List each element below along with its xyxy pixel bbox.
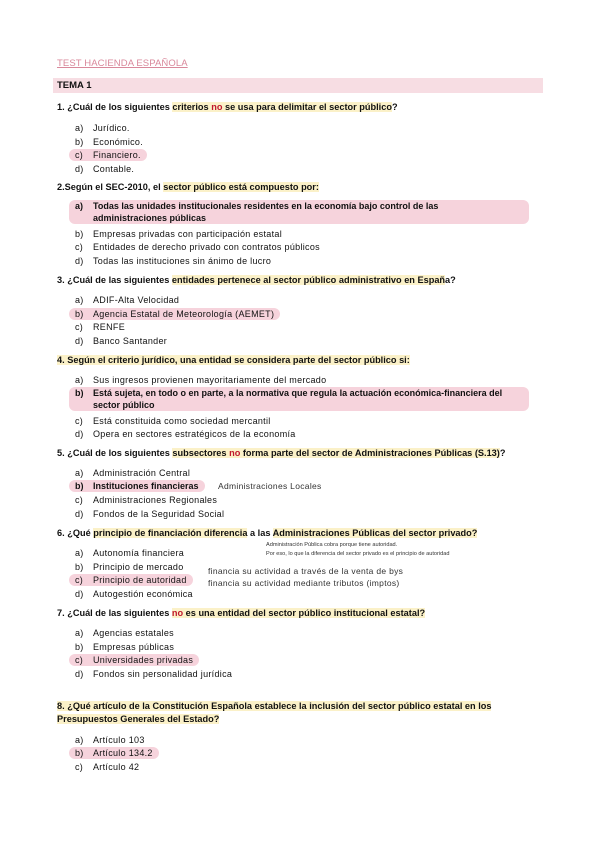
section-header [53,78,543,93]
negation-word: no [211,102,223,112]
option: a) Agencias estatales [75,628,174,638]
option: d) Fondos de la Seguridad Social [75,509,225,519]
option: a) Jurídico. [75,123,130,133]
highlighted-text: entidades pertenece al sector público administrativo en Españ [171,275,446,285]
option: d) Autogestión económica [75,589,193,599]
question-1: 1. ¿Cuál de los siguientes criterios no se usa para delimitar el sector público? [57,102,398,112]
option-selected: b) Está sujeta, en todo o en parte, a la normativa que regula la actuación económica-financiera del sector público [69,387,529,411]
highlighted-text: sector público está compuesto por: [163,182,319,192]
highlighted-text: criterios no se usa para delimitar el sector público [172,102,392,112]
option: a) Artículo 103 [75,735,145,745]
option-selected: c) Universidades privadas [69,654,199,666]
annotation-note: Por eso, lo que la diferencia del sector privado es el principio de autoridad [266,551,450,557]
option: c) Artículo 42 [75,762,140,772]
question-5: 5. ¿Cuál de los siguientes subsectores no forma parte del sector de Administraciones Públicas (S.13)? [57,448,506,458]
option-selected: b) Agencia Estatal de Meteorología (AEMET) [69,308,280,320]
document-title: TEST HACIENDA ESPAÑOLA [57,58,188,69]
option: b) Empresas privadas con participación estatal [75,229,282,239]
option: a) Autonomía financiera [75,548,185,558]
option: a) Sus ingresos provienen mayoritariamente del mercado [75,375,327,385]
option: c) Administraciones Regionales [75,495,218,505]
handwritten-note: financia su actividad mediante tributos (imptos) [208,578,400,588]
highlighted-text: 8. ¿Qué artículo de la Constitución Española establece la inclusión del sector público estatal en los [57,701,492,711]
question-text: 1. ¿Cuál de los siguientes [57,102,173,112]
highlighted-text: subsectores no forma parte del sector de Administraciones Públicas (S.13) [172,448,500,458]
handwritten-note: financia su actividad a través de la venta de bys [208,566,404,576]
negation-word: no [171,608,184,618]
option: d) Opera en sectores estratégicos de la economía [75,429,296,439]
option: a) ADIF-Alta Velocidad [75,295,180,305]
negation-word: no [229,448,241,458]
option: d) Todas las instituciones sin ánimo de lucro [75,256,272,266]
option: c) Está constituida como sociedad mercantil [75,416,271,426]
option: c) RENFE [75,322,126,332]
option-selected: c) Principio de autoridad [69,574,193,586]
question-8 [57,700,527,726]
section-label: TEMA 1 [57,80,92,91]
option: d) Fondos sin personalidad jurídica [75,669,233,679]
highlighted-text: 4. Según el criterio jurídico, una entidad se considera parte del sector público si: [57,355,410,365]
option: a) Administración Central [75,468,191,478]
question-4 [57,354,527,367]
option: d) Contable. [75,164,135,174]
highlighted-text: Administraciones Públicas del sector privado? [272,528,478,538]
highlighted-text: Presupuestos Generales del Estado? [57,714,220,724]
question-3: 3. ¿Cuál de las siguientes entidades pertenece al sector público administrativo en España? [57,275,456,285]
annotation-note: Administración Pública cobra porque tiene autoridad. [266,542,398,548]
handwritten-note: Administraciones Locales [218,481,322,491]
question-6: 6. ¿Qué principio de financiación diferencia a las Administraciones Públicas del sector privado? [57,528,478,538]
option-selected: c) Financiero. [69,149,147,161]
option: b) Empresas públicas [75,642,175,652]
option: d) Banco Santander [75,336,168,346]
option-selected: b) Artículo 134.2 [69,747,159,759]
question-2: 2.Según el SEC-2010, el sector público está compuesto por: [57,182,319,192]
option: c) Entidades de derecho privado con contratos públicos [75,242,320,252]
option: b) Económico. [75,137,144,147]
option-selected: a) Todas las unidades institucionales residentes en la economía bajo control de las administraciones públicas [69,200,529,224]
option-selected: b) Instituciones financieras [69,480,205,492]
highlighted-text: no es una entidad del sector público institucional estatal? [171,608,426,618]
highlighted-text: principio de financiación diferencia [93,528,248,538]
option: b) Principio de mercado [75,562,184,572]
question-7: 7. ¿Cuál de las siguientes no es una entidad del sector público institucional estatal? [57,608,426,618]
